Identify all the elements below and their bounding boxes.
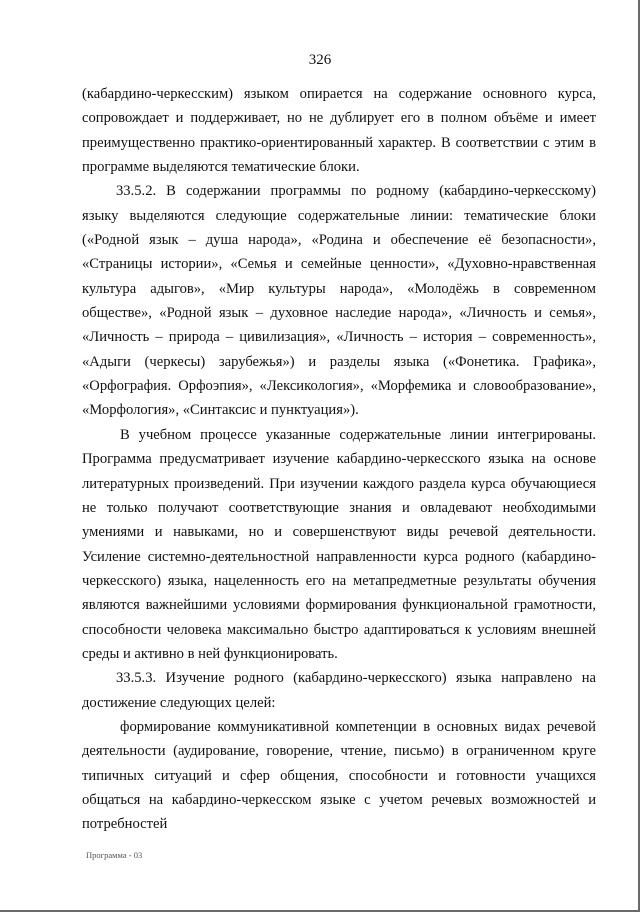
paragraph-continuation: (кабардино-черкесским) языком опирается на содержание основного курса, сопровождает и поддерживает, но не дублирует его в полном объёме и имеет преимущественно практико-ориентированный характер. В соответствии с этим в программе выделяются тематические блоки. (82, 86, 596, 176)
paragraph-33-5-3: 33.5.3. Изучение родного (кабардино-черкесского) языка направлено на достижение следующих целей: (82, 670, 596, 711)
page-number: 326 (308, 52, 332, 68)
paragraph-learning-process: В учебном процессе указанные содержательные линии интегрированы. Программа предусматривает изучение кабардино-черкесского языка на основе литературных произведений. При изучении каждого раздела курса обучающиеся не только получают соответствующие знания и овладевают необходимыми умениями и навыками, но и совершенствуют виды речевой деятельности. Усиление системно-деятельностной направленности курса родного (кабардино-черкесского) языка, нацеленность его на метапредметные результаты обучения являются важнейшими условиями формирования функциональной грамотности, способности человека максимально быстро адаптироваться к условиям внешней среды и активно в ней функционировать. (82, 426, 596, 662)
paragraph-33-5-2: 33.5.2. В содержании программы по родному (кабардино-черкесскому) языку выделяются следующие содержательные линии: тематические блоки («Родной язык – душа народа», «Родина и обеспечение её безопасности», «Страницы истории», «Семья и семейные ценности», «Духовно-нравственная культура адыгов», «Мир культуры народа», «Молодёжь в современном обществе», «Родной язык – духовное наследие народа», «Личность и семья», «Личность – природа – цивилизация», «Личность – история – современность», «Адыги (черкесы) зарубежья») и разделы языка («Фонетика. Графика», «Орфография. Орфоэпия», «Лексикология», «Морфемика и словообразование», «Морфология», «Синтаксис и пунктуация»). (82, 183, 596, 419)
footer-label: Программа - 03 (86, 850, 143, 860)
body-text (82, 82, 596, 837)
paragraph-goals: формирование коммуникативной компетенции в основных видах речевой деятельности (аудирование, говорение, чтение, письмо) в ограниченном круге типичных ситуаций и сфер общения, способности и готовности учащихся общаться на кабардино-черкесском языке с учетом речевых возможностей и потребностей (82, 718, 596, 833)
